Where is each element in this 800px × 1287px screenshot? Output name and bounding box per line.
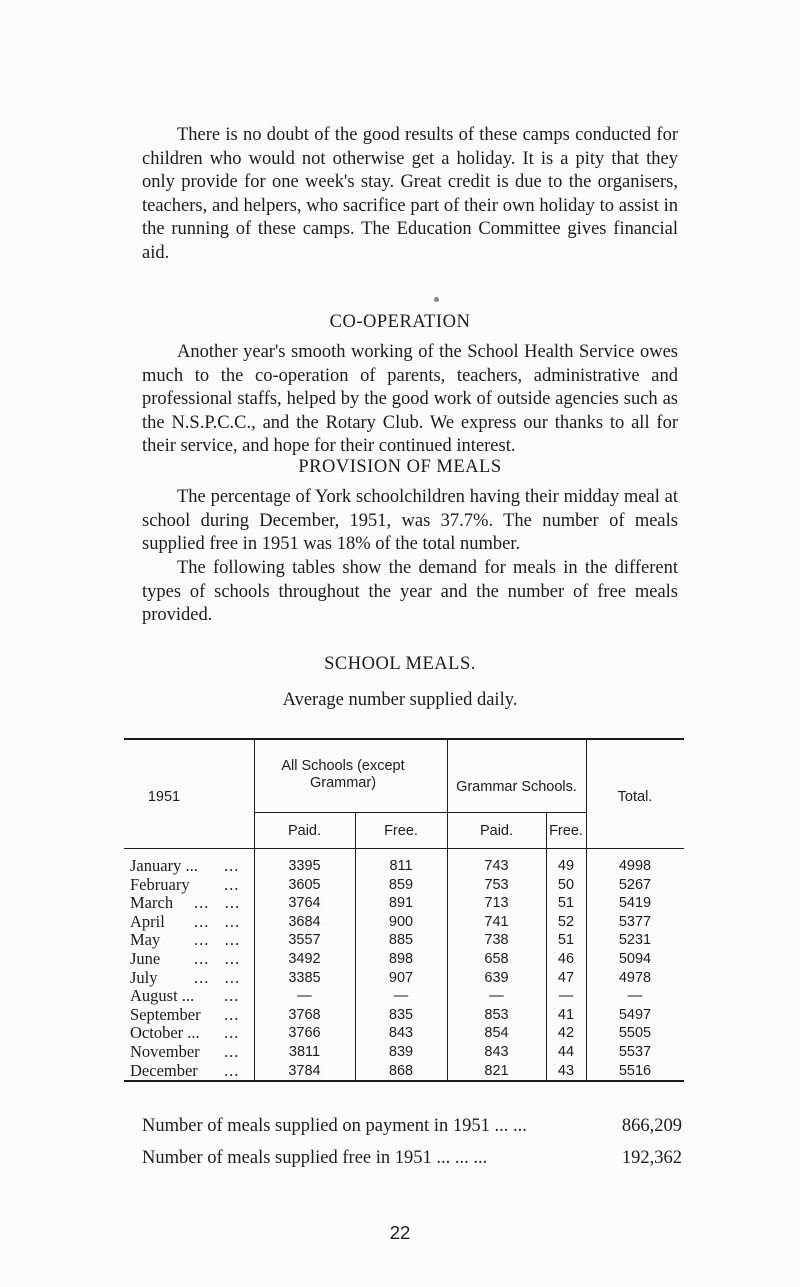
table-row [124,912,684,932]
cell-g-paid: — [489,988,504,1005]
row-leader-dots: ... [224,1042,240,1061]
header-year: 1951 [147,789,181,805]
header-paid: Paid. [479,823,514,839]
cell-total: 5505 [618,1025,652,1042]
cell-a-free: 843 [388,1025,414,1042]
decorative-dot [434,297,439,302]
table-row [124,986,684,1006]
cell-a-paid: 3766 [288,1025,321,1042]
cell-a-free: 839 [388,1044,414,1060]
table-row [124,949,684,969]
row-month: July [130,967,158,987]
cell-total: 5231 [618,932,652,949]
cell-g-paid: 713 [484,895,509,912]
table-row [124,1023,684,1043]
cell-a-paid: 3395 [288,858,321,874]
row-leader-dots: ... ... [194,967,241,987]
intro-paragraph: There is no doubt of the good results of these camps conducted for children who would not otherwise get a holiday. It is a pity that they only provide for one week's stay. Great credit is due to the organisers, teachers, and helpers, who sacrifice part of their own holiday to assist in the running of these camps. The Education Committee gives financial aid. [142,125,678,263]
row-leader-dots: ... [224,1060,240,1080]
cell-a-free: 891 [388,895,414,912]
cell-a-free: 859 [388,876,414,893]
cell-total: 5497 [618,1006,652,1023]
cell-a-free: 811 [389,858,413,874]
cell-a-free: 835 [388,1006,414,1023]
row-month: August ... [130,986,195,1006]
cell-g-free: 49 [557,858,575,874]
cell-g-free: 47 [557,969,575,986]
row-month: December [130,1060,198,1080]
cell-g-free: 50 [557,876,575,893]
cell-total: 4998 [618,858,652,874]
row-leader-dots: ... [224,874,240,894]
cell-g-free: 46 [557,951,575,967]
row-month: June [130,949,161,968]
cell-a-paid: 3557 [288,932,321,949]
cell-a-paid: 3492 [288,951,321,967]
row-month: January ... [130,856,198,875]
cell-a-free: 885 [388,932,414,949]
summary-label: Number of meals supplied on payment in 1951 ... ... [142,1116,527,1136]
cell-total: 5419 [618,895,652,912]
row-month: October ... [130,1023,200,1043]
cell-total: — [627,988,643,1005]
table-title: SCHOOL MEALS. [324,654,476,674]
table-row [124,856,684,876]
cell-a-free: — [393,988,409,1005]
cell-g-paid: 743 [484,858,509,874]
header-grammar-schools: Grammar Schools. [456,779,577,795]
summary-label: Number of meals supplied free in 1951 ... ... ... [142,1148,488,1168]
page-number: 22 [389,1222,411,1243]
header-paid: Paid. [287,823,322,839]
cell-g-paid: 843 [484,1044,509,1060]
table-row [124,1042,684,1062]
table-row [124,1061,684,1081]
row-month: September [130,1004,201,1024]
row-month: April [130,911,165,931]
cell-a-paid: 3764 [288,895,321,912]
cell-g-paid: 639 [484,969,509,986]
cell-g-free: 52 [557,913,575,930]
cell-a-paid: 3811 [288,1044,321,1060]
row-month: May [130,930,161,950]
cell-g-free: 44 [557,1044,575,1060]
cell-a-paid: 3784 [288,1062,321,1079]
row-month: March [130,893,174,913]
row-leader-dots: ... [224,856,240,875]
cell-a-free: 898 [388,951,414,967]
cell-a-free: 900 [388,913,414,930]
header-sub-rule [254,812,586,813]
header-free: Free. [549,823,583,839]
row-leader-dots: ... ... [194,911,241,931]
cell-a-paid: 3385 [288,969,321,986]
header-bottom-rule [124,848,684,849]
cell-total: 4978 [618,969,652,986]
row-leader-dots: ... [224,1023,240,1043]
cell-g-free: 41 [557,1006,575,1023]
cell-total: 5377 [618,913,652,930]
meals-paragraph-1: The percentage of York schoolchildren having their midday meal at school during December, 1951, was 37.7%. The number of meals supplied free in 1951 was 18% of the total number. [142,487,678,555]
cooperation-heading: CO-OPERATION [329,312,471,332]
row-leader-dots: ... [224,1004,240,1024]
row-leader-dots: ... ... [194,893,241,913]
meals-heading: PROVISION OF MEALS [298,457,502,477]
meals-paragraph-2: The following tables show the demand for meals in the different types of schools throughout the year and the number of free meals provided. [142,558,678,626]
cell-a-paid: 3605 [288,876,321,893]
cell-a-paid: 3768 [288,1006,321,1023]
cell-g-free: 51 [557,895,575,912]
row-month: November [130,1042,200,1061]
summary-value: 866,209 [621,1116,682,1136]
cell-total: 5267 [618,876,652,893]
cell-g-paid: 753 [484,876,509,893]
header-total: Total. [617,789,653,805]
row-leader-dots: ... ... [194,930,241,950]
cell-a-free: 868 [388,1062,414,1079]
cell-g-paid: 821 [484,1062,509,1079]
cooperation-paragraph: Another year's smooth working of the School Health Service owes much to the co-operation of parents, teachers, administrative and professional staffs, helped by the good work of outside agencies such as the N.S.P.C.C., and the Rotary Club. We express our thanks to all for their service, and hope for their continued interest. [142,342,678,457]
table-row [124,875,684,895]
table-row [124,1005,684,1025]
summary-value: 192,362 [621,1148,682,1168]
row-month: February [130,874,190,894]
table-subtitle: Average number supplied daily. [282,690,518,710]
cell-g-free: 42 [557,1025,575,1042]
row-leader-dots: ... [224,986,240,1006]
header-all-schools: All Schools (except Grammar) [281,758,405,791]
cell-g-paid: 854 [484,1025,509,1042]
cell-a-free: 907 [388,969,414,986]
cell-g-paid: 738 [484,932,509,949]
table-row [124,930,684,950]
cell-total: 5516 [618,1062,652,1079]
cell-g-paid: 741 [484,913,509,930]
table-row [124,893,684,913]
row-leader-dots: ... ... [194,949,241,968]
table-row [124,968,684,988]
cell-total: 5094 [618,951,652,967]
header-free: Free. [384,823,418,839]
cell-a-paid: — [297,988,312,1005]
cell-g-paid: 658 [484,951,509,967]
cell-total: 5537 [618,1044,652,1060]
cell-g-free: — [558,988,574,1005]
table-top-rule [124,738,684,740]
cell-g-free: 51 [557,932,575,949]
cell-g-paid: 853 [484,1006,509,1023]
cell-a-paid: 3684 [288,913,321,930]
cell-g-free: 43 [557,1062,575,1079]
